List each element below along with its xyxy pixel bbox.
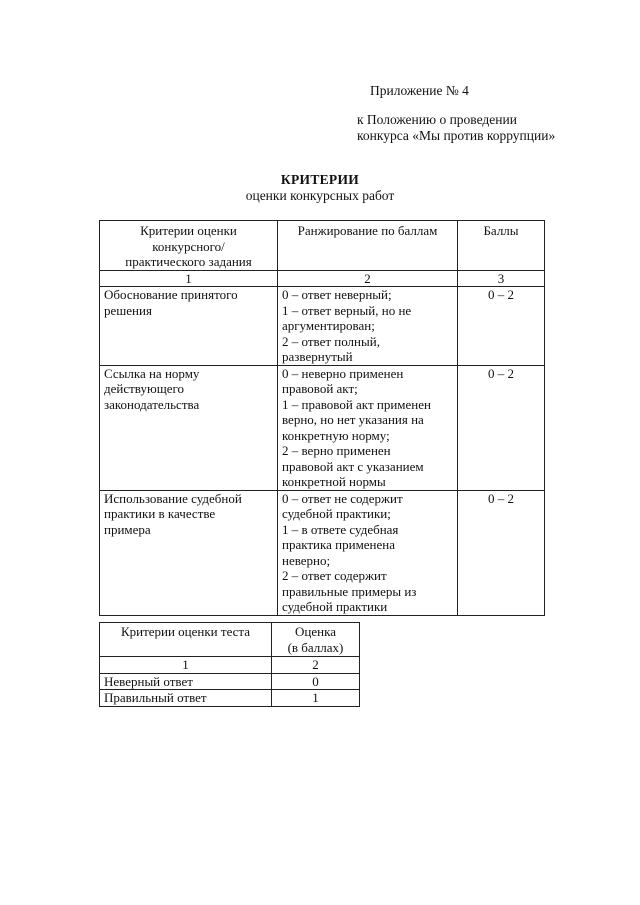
column-number: 2 bbox=[278, 270, 458, 287]
header-line: Критерии оценки bbox=[140, 223, 237, 238]
criterion-cell bbox=[100, 287, 278, 366]
ranking-line: аргументирован; bbox=[282, 318, 375, 333]
criterion-line: Использование судебной bbox=[104, 490, 242, 506]
ranking-cell bbox=[278, 490, 458, 615]
column-number: 3 bbox=[458, 270, 545, 287]
test-scoring-table bbox=[99, 622, 360, 707]
criterion-line: Обоснование принятого bbox=[104, 287, 238, 302]
ranking-line: 0 – ответ неверный; bbox=[282, 287, 392, 302]
criterion-line: практики в качестве bbox=[104, 506, 216, 521]
criteria-table bbox=[99, 220, 545, 616]
criteria-table-header-row bbox=[100, 221, 545, 271]
criterion-line: решения bbox=[104, 302, 152, 318]
ranking-line: конкретную норму; bbox=[282, 427, 390, 443]
ranking-line: 2 – ответ содержит bbox=[282, 568, 387, 583]
column-header bbox=[272, 623, 360, 657]
ranking-line: судебной практики; bbox=[282, 506, 391, 521]
ranking-line: конкретной нормы bbox=[282, 474, 386, 489]
ranking-line: 0 – неверно применен bbox=[282, 365, 404, 381]
column-header bbox=[278, 221, 458, 271]
column-number: 1 bbox=[100, 270, 278, 287]
table-row bbox=[100, 287, 545, 366]
score-cell: 0 – 2 bbox=[458, 365, 545, 490]
criterion-line: действующего bbox=[104, 381, 184, 396]
header-line: Оценка bbox=[295, 624, 336, 639]
ranking-line: 2 – ответ полный, bbox=[282, 333, 380, 349]
ranking-line: правовой акт с указанием bbox=[282, 458, 424, 474]
table-row bbox=[100, 673, 360, 690]
criterion-cell bbox=[100, 365, 278, 490]
document-title: КРИТЕРИИ bbox=[280, 172, 360, 187]
ranking-line: неверно; bbox=[282, 552, 331, 568]
column-number-row bbox=[100, 657, 360, 674]
ranking-line: правовой акт; bbox=[282, 381, 358, 396]
header-line: Баллы bbox=[483, 223, 519, 238]
answer-score: 0 bbox=[272, 673, 360, 690]
test-table-header-row bbox=[100, 623, 360, 657]
column-header bbox=[100, 623, 272, 657]
criterion-line: Ссылка на норму bbox=[104, 365, 200, 381]
table-row bbox=[100, 490, 545, 615]
column-number: 2 bbox=[272, 657, 360, 674]
regulation-line: к Положению о проведении bbox=[357, 112, 517, 127]
header-line: Ранжирование по баллам bbox=[297, 223, 438, 238]
ranking-line: 1 – ответ верный, но не bbox=[282, 302, 412, 318]
header-line: (в баллах) bbox=[287, 639, 344, 655]
ranking-line: 1 – правовой акт применен bbox=[282, 396, 431, 412]
header-line: конкурсного/ bbox=[152, 238, 225, 254]
regulation-reference bbox=[357, 112, 555, 144]
score-cell: 0 – 2 bbox=[458, 490, 545, 615]
criterion-line: законодательства bbox=[104, 396, 200, 412]
document-subtitle: оценки конкурсных работ bbox=[245, 188, 395, 203]
ranking-line: 2 – верно применен bbox=[282, 443, 391, 458]
header-line: практического задания bbox=[125, 254, 252, 269]
ranking-line: 0 – ответ не содержит bbox=[282, 490, 403, 506]
appendix-label: Приложение № 4 bbox=[370, 83, 469, 98]
table-row bbox=[100, 365, 545, 490]
criterion-cell bbox=[100, 490, 278, 615]
ranking-cell bbox=[278, 365, 458, 490]
column-number: 1 bbox=[100, 657, 272, 674]
column-number-row bbox=[100, 270, 545, 287]
score-cell: 0 – 2 bbox=[458, 287, 545, 366]
regulation-line: конкурса «Мы против коррупции» bbox=[357, 128, 556, 143]
answer-score: 1 bbox=[272, 690, 360, 707]
column-header bbox=[100, 221, 278, 271]
ranking-cell bbox=[278, 287, 458, 366]
criterion-line: примера bbox=[104, 521, 151, 537]
column-header bbox=[458, 221, 545, 271]
ranking-line: 1 – в ответе судебная bbox=[282, 521, 399, 537]
ranking-line: верно, но нет указания на bbox=[282, 412, 424, 427]
ranking-line: развернутый bbox=[282, 349, 353, 364]
ranking-line: практика применена bbox=[282, 537, 396, 552]
ranking-line: правильные примеры из bbox=[282, 583, 417, 599]
ranking-line: судебной практики bbox=[282, 599, 388, 614]
header-line: Критерии оценки теста bbox=[120, 624, 251, 639]
answer-label: Неверный ответ bbox=[100, 673, 272, 690]
table-row bbox=[100, 690, 360, 707]
answer-label: Правильный ответ bbox=[100, 690, 272, 707]
